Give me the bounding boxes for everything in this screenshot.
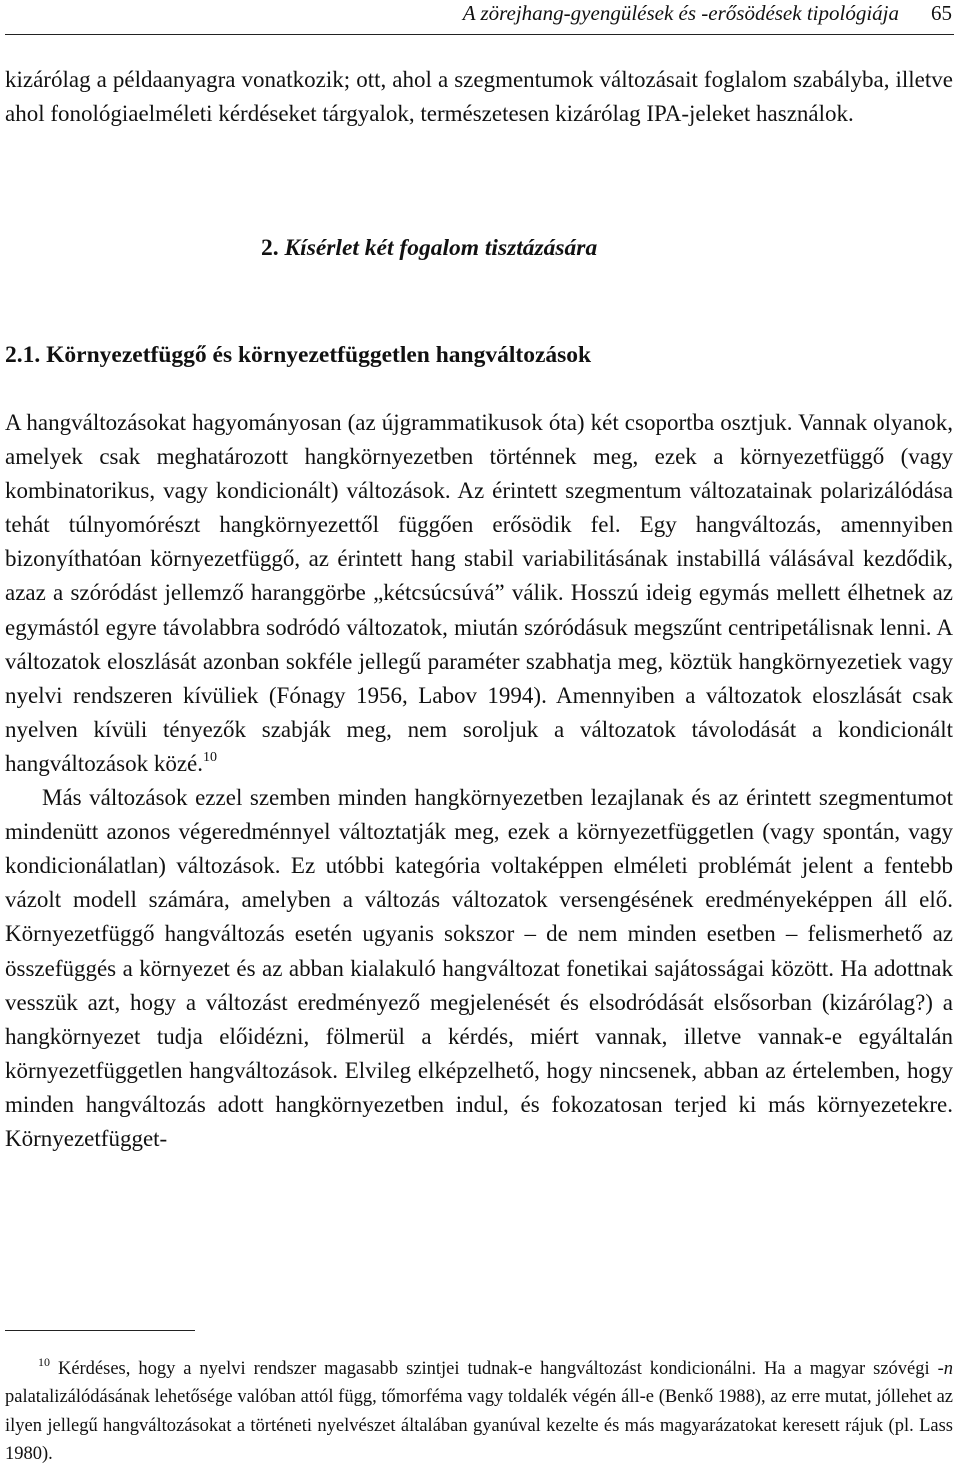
section-heading: [261, 235, 597, 262]
footnote-divider: [5, 1330, 195, 1331]
paragraph-1: [5, 406, 953, 781]
main-text: [5, 406, 953, 1156]
footnote-italic: -n: [937, 1359, 954, 1379]
footnote-text-2: palatalizálódásának lehetősége valóban attól függ, tőmorféma vagy toldalék végén áll-e (Benkő 1988), az erre mutat, jóllehet az ilyen jellegű hangváltozásokat a történeti nyelvészet általában gyanúval kezelte és más magyarázatokat keresett rájuk (pl. Lass 1980).: [5, 1387, 953, 1465]
subsection-heading: 2.1. Környezetfüggő és környezetfüggetlen hangváltozások: [5, 342, 592, 368]
section-title: Kísérlet két fogalom tisztázására: [284, 235, 598, 261]
footnote: [5, 1355, 953, 1469]
footnote-text-1: Kérdéses, hogy a nyelvi rendszer magasabb szintjei tudnak-e hangváltozást kondicionálni. Ha a magyar szóvégi: [57, 1359, 938, 1379]
page-number: 65: [931, 1, 952, 25]
footnote-number: 10: [38, 1355, 50, 1369]
running-title: A zörejhang-gyengülések és -erősödések tipológiája: [462, 1, 899, 25]
footnote-ref[interactable]: 10: [202, 749, 217, 765]
intro-text: [5, 63, 953, 131]
intro-paragraph: kizárólag a példaanyagra vonatkozik; ott, ahol a szegmentumok változásait foglalom szabályba, illetve ahol fonológiaelméleti kérdéseket tárgyalok, természetesen kizárólag IPA-jeleket használok.: [5, 67, 953, 127]
paragraph-2: Más változások ezzel szemben minden hangkörnyezetben lezajlanak és az érintett szegmentumot mindenütt azonos végeredménnyel változtatják meg, ezek a környezetfüggetlen (vagy spontán, vagy kondicionálatlan) változások. Ez utóbbi kategória voltaképpen elméleti problémát jelent a fentebb vázolt modell számára, amelyben a változás változatok versengésének eredményeképpen áll elő. Környezetfüggő hangváltozás esetén ugyanis sokszor – de nem minden esetben – felismerhető az összefüggés a környezet és az abban kialakuló hangváltozat fonetikai sajátosságai között. Ha adottnak vesszük azt, hogy a változást eredményező megjelenését és elsodródását elsősorban (kizárólag?) a hangkörnyezet tudja előidézni, fölmerül a kérdés, miért vannak, illetve vannak-e egyáltalán környezetfüggetlen hangváltozások. Elvileg elképzelhető, hogy nincsenek, abban az értelemben, hogy minden hangváltozás adott hangkörnyezetben indul, és fokozatosan terjed ki más környezetekre. Környezetfügget-: [5, 785, 953, 1151]
running-header: [5, 0, 954, 35]
section-number: 2.: [261, 235, 279, 261]
paragraph-1-text: A hangváltozásokat hagyományosan (az újgrammatikusok óta) két csoportba osztjuk. Vannak olyanok, amelyek csak meghatározott hangkörnyezetben történnek meg, ezek a környezetfüggő (vagy kombinatorikus, vagy kondicionált) változások. Az érintett szegmentum változatainak polarizálódása tehát túlnyomórészt hangkörnyezettől függően erősödik fel. Egy hangváltozás, amennyiben bizonyíthatóan környezetfüggő, az érintett hang stabil variabilitásának instabillá válásával kezdődik, azaz a szóródást jellemző haranggörbe „kétcsúcsúvá” válik. Hosszú ideig egymás mellett élhetnek az egymástól egyre távolabbra sodródó változatok, miután szóródásuk megszűnt centripetálisnak lenni. A változatok eloszlását azonban sokféle jellegű paraméter szabhatja meg, köztük hangkörnyezetiek vagy nyelvi rendszeren kívüliek (Fónagy 1956, Labov 1994). Amennyiben a változatok eloszlását csak nyelven kívüli tényezők szabják meg, nem soroljuk a változatok távolodását a kondicionált hangváltozások közé.: [5, 410, 953, 776]
